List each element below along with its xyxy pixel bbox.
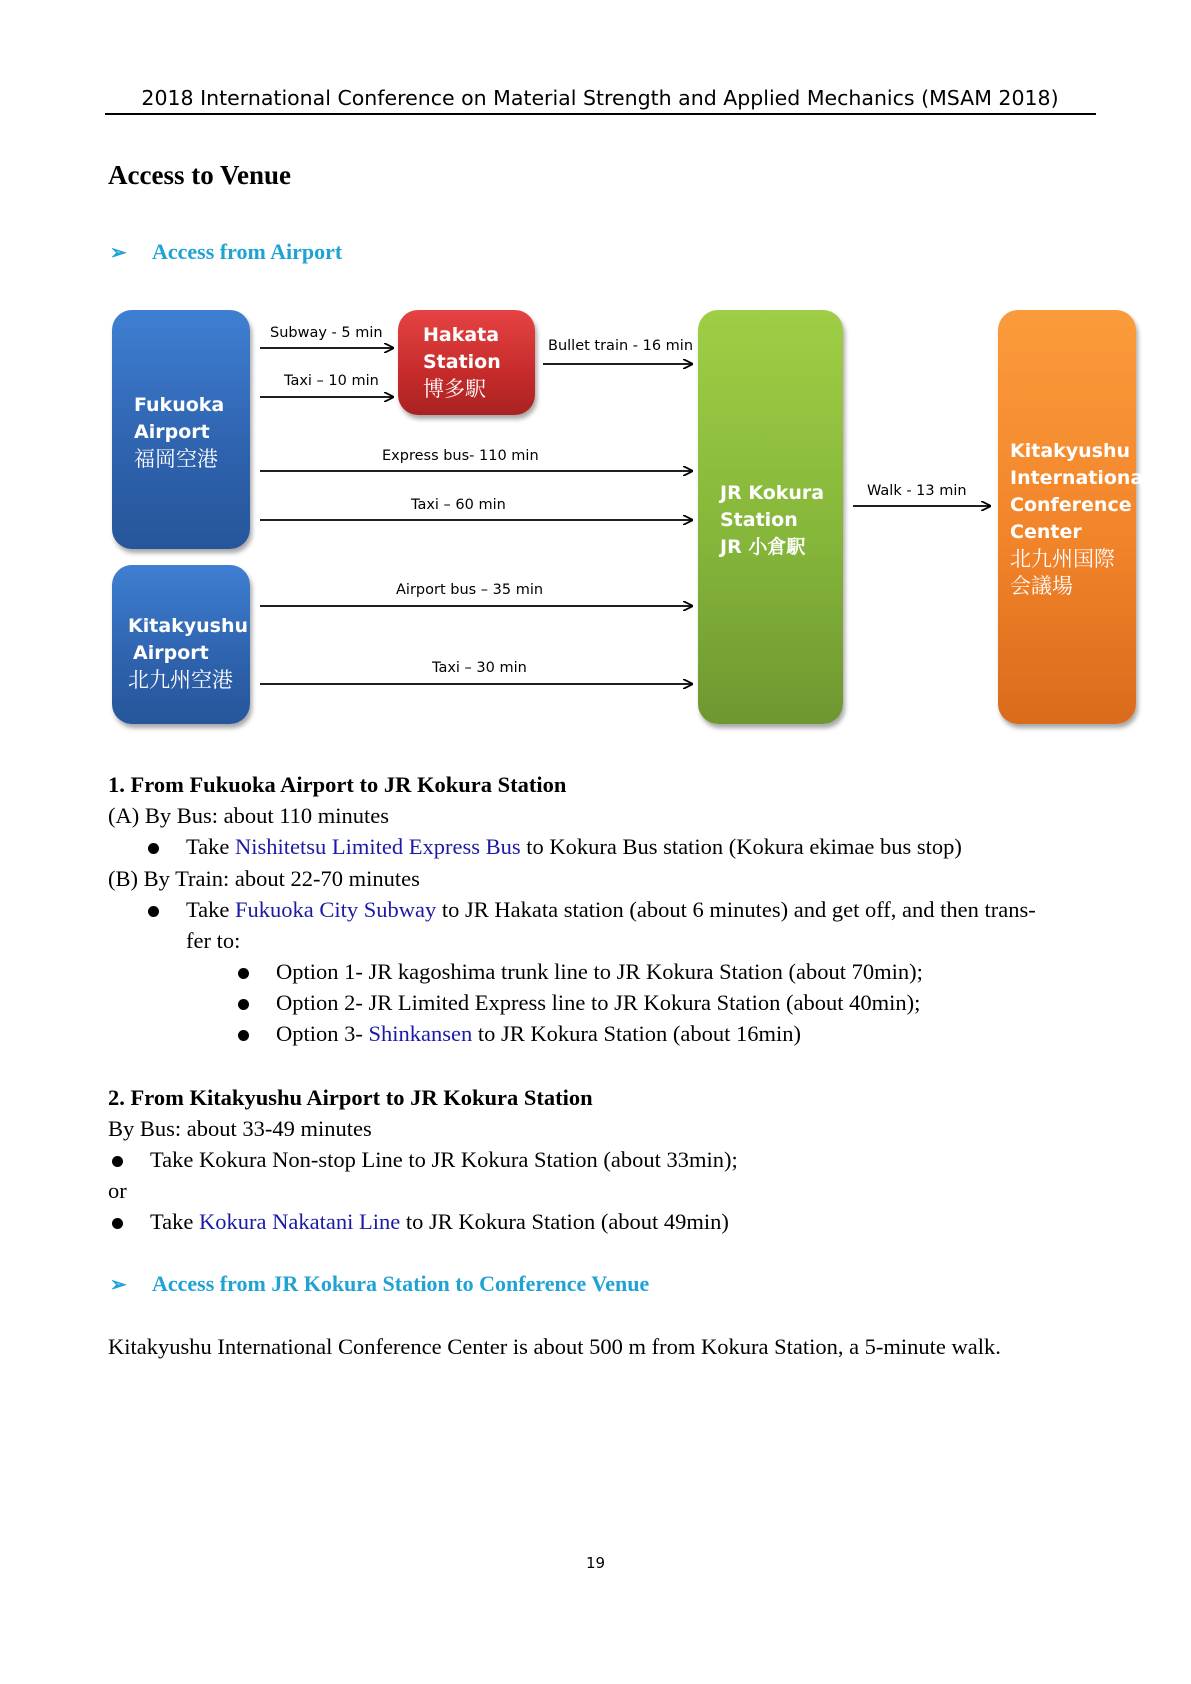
shinkansen-link[interactable]: Shinkansen: [368, 1021, 473, 1046]
section-heading-label: Access from JR Kokura Station to Conference Venue: [152, 1271, 650, 1296]
kitakyushu-line2: Airport: [133, 642, 209, 664]
route-label-taxi-30: Taxi – 30 min: [432, 660, 527, 676]
center-jp1: 北九州国際: [1010, 547, 1115, 571]
take-text: Take: [186, 897, 236, 922]
route-label-bullet: Bullet train - 16 min: [548, 338, 694, 354]
route-label-walk: Walk - 13 min: [867, 483, 967, 499]
kitakyushu-jp: 北九州空港: [128, 668, 233, 692]
heading-kitakyushu-route: 2. From Kitakyushu Airport to JR Kokura Station: [108, 1085, 593, 1110]
page-title: Access to Venue: [108, 160, 291, 190]
center-line4: Center: [1010, 521, 1082, 543]
take-text: Take: [150, 1209, 200, 1234]
option-3-rest: to JR Kokura Station (about 16min): [472, 1021, 801, 1046]
nishitetsu-link[interactable]: Nishitetsu Limited Express Bus: [235, 834, 521, 859]
page-number: 19: [585, 1554, 606, 1572]
nakatani-link[interactable]: Kokura Nakatani Line: [199, 1209, 401, 1234]
nishitetsu-line: [186, 834, 962, 860]
option-3-pre: Option 3-: [276, 1021, 369, 1046]
arrow-bullet-icon: ➢: [110, 242, 127, 264]
route-label-subway: Subway - 5 min: [270, 325, 383, 341]
nishitetsu-rest: to Kokura Bus station (Kokura ekimae bus stop): [520, 834, 962, 859]
center-line2: International: [1010, 467, 1150, 489]
fukuoka-line1: Fukuoka: [134, 394, 225, 416]
route-label-taxi-hakata: Taxi – 10 min: [284, 373, 379, 389]
kitakyushu-line1: Kitakyushu: [128, 615, 249, 637]
by-bus-a: (A) By Bus: about 110 minutes: [108, 803, 390, 828]
option-2: Option 2- JR Limited Express line to JR Kokura Station (about 40min);: [276, 990, 921, 1015]
hakata-line2: Station: [423, 351, 501, 373]
route-arrows: [0, 0, 1191, 760]
nakatani-line: [150, 1209, 729, 1235]
fukuoka-subway-link[interactable]: Fukuoka City Subway: [235, 897, 437, 922]
closing-paragraph: Kitakyushu International Conference Center is about 500 m from Kokura Station, a 5-minute walk.: [108, 1334, 1001, 1359]
heading-fukuoka-route: 1. From Fukuoka Airport to JR Kokura Station: [108, 772, 567, 797]
bullet-icon: [238, 968, 249, 979]
kokura-line1: JR Kokura: [720, 482, 825, 504]
kokura-line2: Station: [720, 509, 798, 531]
or-text: or: [108, 1178, 127, 1203]
bullet-icon: [112, 1218, 123, 1229]
section-heading-label: Access from Airport: [152, 239, 343, 264]
center-line3: Conference: [1010, 494, 1132, 516]
bullet-icon: [112, 1156, 123, 1167]
bullet-icon: [238, 999, 249, 1010]
center-line1: Kitakyushu: [1010, 440, 1131, 462]
page-header: 2018 International Conference on Material Strength and Applied Mechanics (MSAM 2018): [141, 86, 1059, 110]
take-text: Take: [186, 834, 236, 859]
section-heading-venue: [110, 1271, 649, 1297]
kokura-jp: JR 小倉駅: [720, 536, 806, 558]
fukuoka-line2: Airport: [134, 421, 210, 443]
hakata-line1: Hakata: [423, 324, 500, 346]
option-1: Option 1- JR kagoshima trunk line to JR Kokura Station (about 70min);: [276, 959, 923, 984]
bullet-icon: [148, 906, 159, 917]
route-label-airport-bus: Airport bus – 35 min: [396, 582, 544, 598]
arrow-bullet-icon: ➢: [110, 1274, 127, 1296]
nakatani-rest: to JR Kokura Station (about 49min): [400, 1209, 729, 1234]
subway-rest: to JR Hakata station (about 6 minutes) and get off, and then trans-: [436, 897, 1036, 922]
nonstop-line: Take Kokura Non-stop Line to JR Kokura Station (about 33min);: [150, 1147, 738, 1172]
subway-rest-2: fer to:: [186, 928, 241, 953]
route-label-express-bus: Express bus- 110 min: [382, 448, 539, 464]
subway-line: [186, 897, 1036, 923]
bullet-icon: [238, 1030, 249, 1041]
by-train-b: (B) By Train: about 22-70 minutes: [108, 866, 420, 891]
bullet-icon: [148, 843, 159, 854]
by-bus-2: By Bus: about 33-49 minutes: [108, 1116, 372, 1141]
fukuoka-jp: 福岡空港: [134, 447, 218, 471]
center-jp2: 会議場: [1010, 574, 1073, 598]
option-3: [276, 1021, 801, 1047]
route-label-taxi-60: Taxi – 60 min: [411, 497, 506, 513]
hakata-jp: 博多駅: [423, 377, 486, 401]
